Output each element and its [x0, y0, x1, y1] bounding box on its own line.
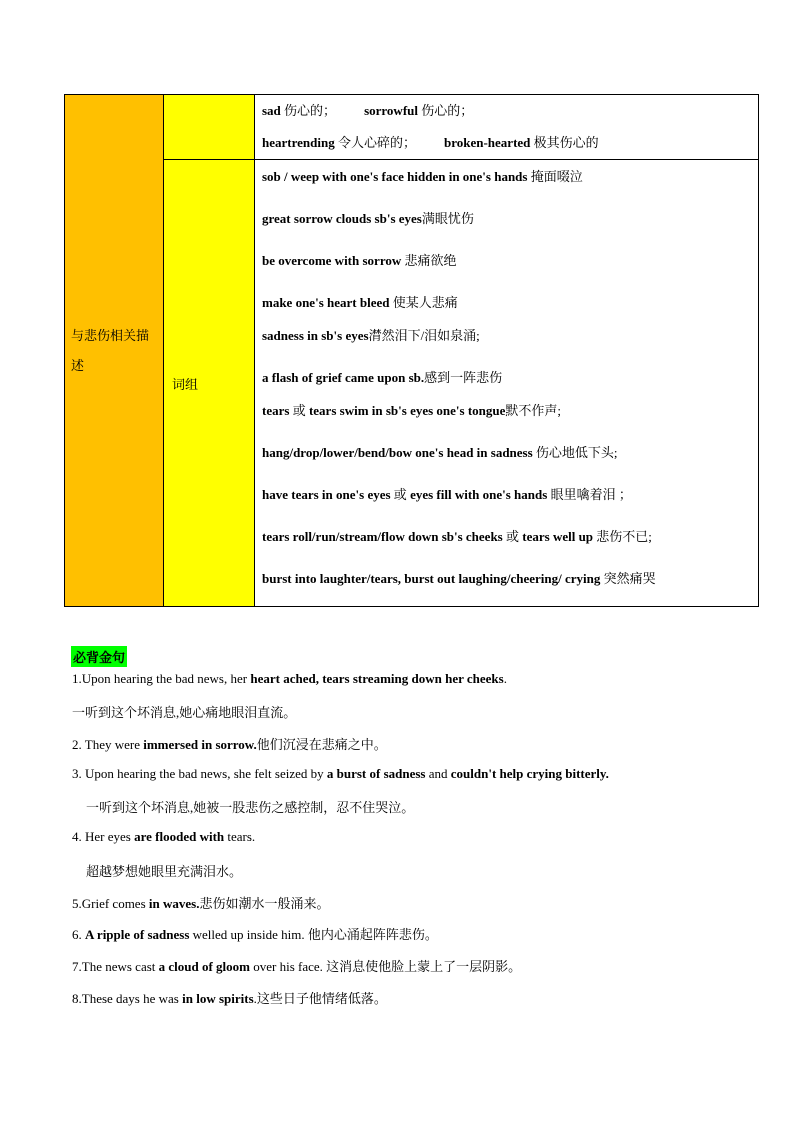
- key-phrase: have tears in one's eyes: [262, 487, 391, 502]
- text-segment: over his face. 这消息使他脸上蒙上了一层阴影。: [250, 959, 522, 974]
- text-segment: 默不作声;: [505, 403, 562, 418]
- phrase-row: [262, 403, 561, 419]
- text-segment: 使某人悲痛: [389, 295, 458, 310]
- text-segment: 8.These days he was: [72, 991, 183, 1006]
- text-segment: 潸然泪下/泪如泉涌;: [368, 328, 480, 343]
- category-cell: [65, 95, 164, 607]
- text-segment: 悲伤不已;: [593, 529, 652, 544]
- text-segment: 感到一阵悲伤: [424, 370, 503, 385]
- adjective-row: [262, 127, 751, 159]
- key-phrase: heartrending: [262, 135, 335, 150]
- phrase-row: [262, 487, 632, 503]
- text-segment: .这些日子他情绪低落。: [253, 991, 387, 1006]
- key-phrase: couldn't help crying bitterly.: [450, 766, 609, 781]
- example-sentence: [72, 671, 507, 687]
- adjective-row: [262, 95, 751, 127]
- phrase-row: [262, 370, 502, 386]
- text-segment: 突然痛哭: [600, 571, 656, 586]
- example-sentence: [72, 702, 296, 721]
- key-phrase: sob / weep with one's face hidden in one's hands: [262, 169, 528, 184]
- phrase-label-cell: [164, 160, 255, 607]
- category-label: 与悲伤相关描述: [71, 327, 150, 373]
- key-phrase: make one's heart bleed: [262, 295, 390, 310]
- example-sentence: [72, 956, 521, 975]
- key-phrase: tears well up: [522, 529, 594, 544]
- example-sentence: [72, 829, 255, 845]
- key-phrase: a burst of sadness: [326, 766, 426, 781]
- text-segment: 2. They were: [72, 737, 144, 752]
- phrase-list: [262, 160, 751, 606]
- text-segment: 或: [289, 403, 309, 418]
- text-segment: 1.Upon hearing the bad news, her: [72, 671, 251, 686]
- text-segment: 眼里噙着泪 ；: [547, 487, 632, 502]
- text-segment: 伤心的；: [418, 103, 474, 118]
- phrase-row: [262, 169, 583, 185]
- text-segment: welled up inside him. 他内心涌起阵阵悲伤。: [189, 927, 438, 942]
- text-segment: 伤心的；: [280, 103, 337, 118]
- text-segment: 极其伤心的: [530, 135, 599, 150]
- vocabulary-table: [64, 94, 759, 607]
- text-segment: .: [503, 671, 507, 686]
- key-phrase: in waves.: [148, 896, 200, 911]
- example-sentence: [72, 988, 387, 1007]
- example-sentence: [72, 893, 329, 912]
- text-segment: 4. Her eyes: [72, 829, 135, 844]
- text-segment: 一听到这个坏消息,她心痛地眼泪直流。: [72, 705, 297, 720]
- phrase-row: [262, 295, 458, 311]
- text-segment: 5.Grief comes: [72, 896, 149, 911]
- text-segment: 伤心地低下头;: [532, 445, 618, 460]
- text-segment: 一听到这个坏消息,她被一股悲伤之感控制，忍不住哭泣。: [86, 800, 415, 815]
- key-phrase: are flooded with: [134, 829, 225, 844]
- text-segment: 令人心碎的；: [334, 135, 416, 150]
- text-segment: 悲伤如潮水一般涌来。: [199, 896, 330, 911]
- key-phrase: be overcome with sorrow: [262, 253, 402, 268]
- example-sentence: [72, 924, 438, 943]
- text-segment: 或: [390, 487, 411, 502]
- key-phrase: in low spirits: [182, 991, 254, 1006]
- key-phrase: A ripple of sadness: [85, 927, 190, 942]
- key-phrase: a cloud of gloom: [158, 959, 251, 974]
- key-phrase: sad: [262, 103, 281, 118]
- key-phrase: broken-hearted: [443, 135, 531, 150]
- text-segment: 6.: [72, 927, 85, 942]
- example-sentence: [86, 797, 414, 816]
- key-phrase: tears: [262, 403, 290, 418]
- text-segment: 7.The news cast: [72, 959, 159, 974]
- phrase-row: [262, 328, 480, 344]
- key-phrase: great sorrow clouds sb's eyes: [262, 211, 422, 226]
- phrase-row: [262, 253, 457, 269]
- key-phrase: tears roll/run/stream/flow down sb's cheeks: [262, 529, 503, 544]
- text-segment: 掩面啜泣: [527, 169, 583, 184]
- text-segment: 3. Upon hearing the bad news, she felt seized by: [72, 766, 327, 781]
- example-sentence: [72, 766, 609, 782]
- text-segment: 满眼忧伤: [421, 211, 474, 226]
- key-phrase: heart ached, tears streaming down her cheeks: [250, 671, 504, 686]
- key-phrase: sorrowful: [364, 103, 418, 118]
- key-phrase: eyes fill with one's hands: [410, 487, 548, 502]
- key-phrase: burst into laughter/tears, burst out laughing/cheering/ crying: [262, 571, 601, 586]
- key-phrase: a flash of grief came upon sb.: [262, 370, 425, 385]
- phrase-label: 词组: [172, 376, 199, 392]
- phrase-cell: [255, 160, 759, 607]
- text-segment: tears.: [224, 829, 256, 844]
- adjective-label-cell: [164, 95, 255, 160]
- text-segment: 悲痛欲绝: [401, 253, 457, 268]
- key-phrase: sadness in sb's eyes: [262, 328, 369, 343]
- key-phrase: immersed in sorrow.: [143, 737, 257, 752]
- section-tag: 必背金句: [71, 646, 127, 667]
- example-sentence: [72, 734, 387, 753]
- phrase-row: [262, 445, 618, 461]
- adjective-cell: [255, 95, 759, 160]
- text-segment: 或: [502, 529, 523, 544]
- key-phrase: hang/drop/lower/bend/bow one's head in sadness: [262, 445, 533, 460]
- phrase-row: [262, 571, 656, 587]
- phrase-row: [262, 529, 652, 545]
- text-segment: 他们沉浸在悲痛之中。: [256, 737, 387, 752]
- text-segment: and: [425, 766, 451, 781]
- example-sentence: [86, 861, 242, 880]
- phrase-row: [262, 211, 474, 227]
- text-segment: 超越梦想她眼里充满泪水。: [86, 864, 243, 879]
- adjective-list: [262, 95, 751, 159]
- key-phrase: tears swim in sb's eyes one's tongue: [308, 403, 506, 418]
